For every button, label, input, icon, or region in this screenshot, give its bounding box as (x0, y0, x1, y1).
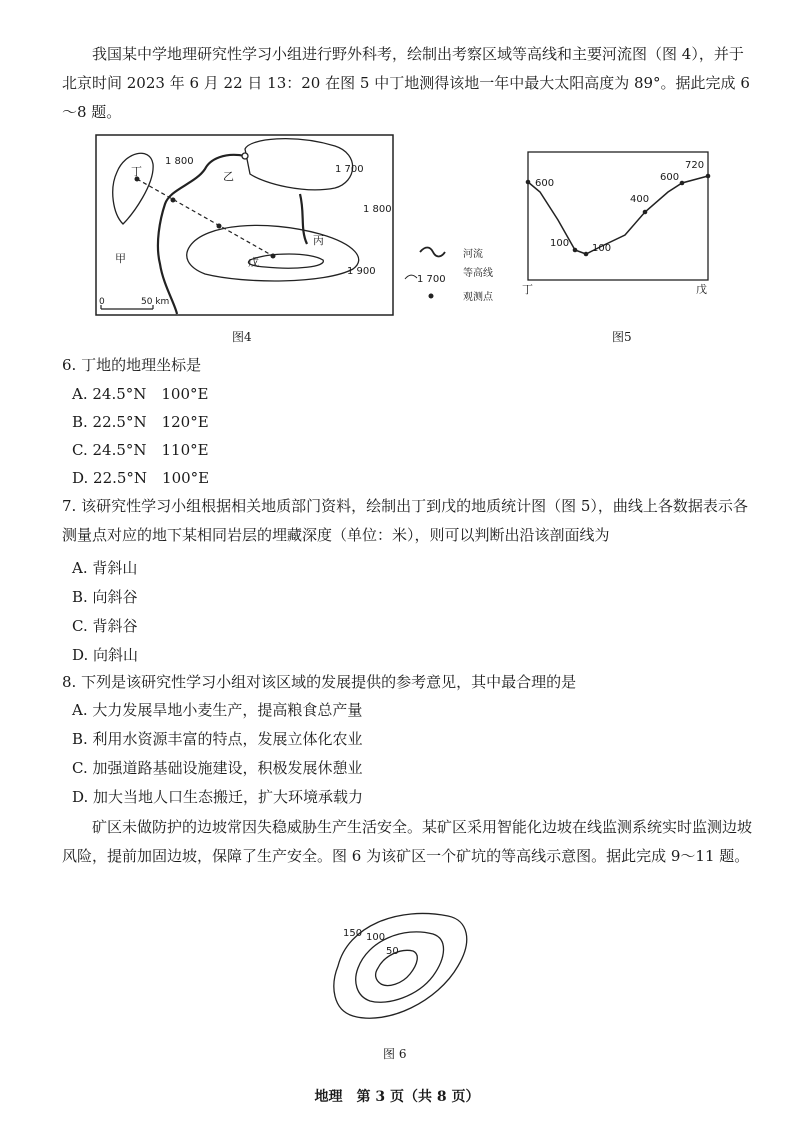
x-start-label: 丁 (522, 283, 533, 296)
scale-text: 50 km (141, 297, 170, 307)
question-7-option: D. 向斜山 (72, 646, 139, 664)
observation-point (217, 224, 222, 229)
question-8-stem: 8. 下列是该研究性学习小组对该区域的发展提供的参考意见，其中最合理的是 (62, 673, 577, 691)
source-point (242, 153, 248, 159)
legend-point: 观测点 (463, 292, 493, 303)
question-6-option: B. 22.5°N 120°E (72, 413, 209, 431)
legend-contour: 等高线 (463, 268, 493, 279)
contour-value: 1 700 (335, 164, 364, 175)
contour-line (187, 225, 359, 281)
label-bing: 丙 (313, 234, 324, 247)
question-7-option: C. 背斜谷 (72, 617, 138, 635)
data-label: 600 (660, 172, 680, 183)
data-point (526, 180, 531, 185)
question-7-option: B. 向斜谷 (72, 588, 138, 606)
figure-4-caption: 图4 (232, 330, 252, 344)
contour-line (248, 254, 323, 268)
x-end-label: 戊 (696, 283, 707, 296)
contour-value: 150 (343, 928, 363, 939)
question-6-stem: 6. 丁地的地理坐标是 (62, 356, 202, 374)
data-point (584, 252, 589, 257)
question-7-stem: 7. 该研究性学习小组根据相关地质部门资料，绘制出丁到戊的地质统计图（图 5），曲线上各数据表示各测量点对应的地下某相同岩层的埋藏深度（单位：米），则可以判断出沿该剖面线为 (62, 497, 748, 544)
data-point (706, 174, 711, 179)
contour-value: 1 900 (347, 266, 376, 277)
label-wu: 戊 (248, 256, 259, 269)
legend-river-icon (420, 248, 445, 257)
observation-point (171, 198, 176, 203)
data-label: 720 (685, 160, 705, 171)
question-6-option: A. 24.5°N 100°E (72, 385, 209, 403)
data-label: 600 (535, 178, 555, 189)
question-7-option: A. 背斜山 (72, 559, 138, 577)
scale-zero: 0 (99, 297, 105, 307)
map-frame (96, 135, 393, 315)
observation-point (271, 254, 276, 259)
figure-4-contour-map (95, 134, 495, 324)
question-6-option: C. 24.5°N 110°E (72, 441, 209, 459)
figure-6-mine-pit (318, 906, 478, 1036)
contour-value: 100 (366, 932, 386, 943)
intro-paragraph-2: 矿区未做防护的边坡常因失稳威胁生产生活安全。某矿区采用智能化边坡在线监测系统实时监测边坡风险，提前加固边坡，保障了生产安全。图 6 为该矿区一个矿坑的等高线示意图。据此完成 9～11 题。 (62, 818, 753, 865)
figure-6-caption: 图 6 (383, 1047, 407, 1061)
intro-paragraph-1: 我国某中学地理研究性学习小组进行野外科考，绘制出考察区域等高线和主要河流图（图 4），并于北京时间 2023 年 6 月 22 日 13：20 在图 5 中丁地测得该地一年中最大太阳高度为 89°。据此完成 6～8 题。 (62, 45, 750, 121)
data-point (680, 181, 685, 186)
figure-5-profile (520, 150, 720, 300)
question-8-option: C. 加强道路基础设施建设，积极发展休憩业 (72, 759, 363, 777)
data-label: 400 (630, 194, 650, 205)
label-yi: 乙 (223, 170, 234, 183)
label-ding: 丁 (131, 165, 142, 178)
question-8-option: D. 加大当地人口生态搬迁，扩大环境承载力 (72, 788, 364, 806)
legend-contour-sample: 1 700 (417, 274, 446, 285)
page-footer: 地理 第 3 页（共 8 页） (314, 1089, 480, 1105)
question-8-option: B. 利用水资源丰富的特点，发展立体化农业 (72, 730, 363, 748)
question-6-option: D. 22.5°N 100°E (72, 469, 210, 487)
river (300, 194, 307, 244)
data-point (643, 210, 648, 215)
label-jia: 甲 (115, 252, 126, 265)
data-label: 100 (550, 238, 570, 249)
data-label: 100 (592, 243, 612, 254)
legend-river: 河流 (463, 249, 483, 260)
legend-point-icon (429, 294, 434, 299)
figure-5-caption: 图5 (612, 330, 632, 344)
contour-line (113, 153, 153, 224)
contour-value: 50 (386, 946, 399, 957)
contour-value: 1 800 (363, 204, 392, 215)
legend-contour-icon (405, 275, 417, 279)
data-point (573, 248, 578, 253)
question-8-option: A. 大力发展旱地小麦生产，提高粮食总产量 (72, 701, 363, 719)
contour-value: 1 800 (165, 156, 194, 167)
